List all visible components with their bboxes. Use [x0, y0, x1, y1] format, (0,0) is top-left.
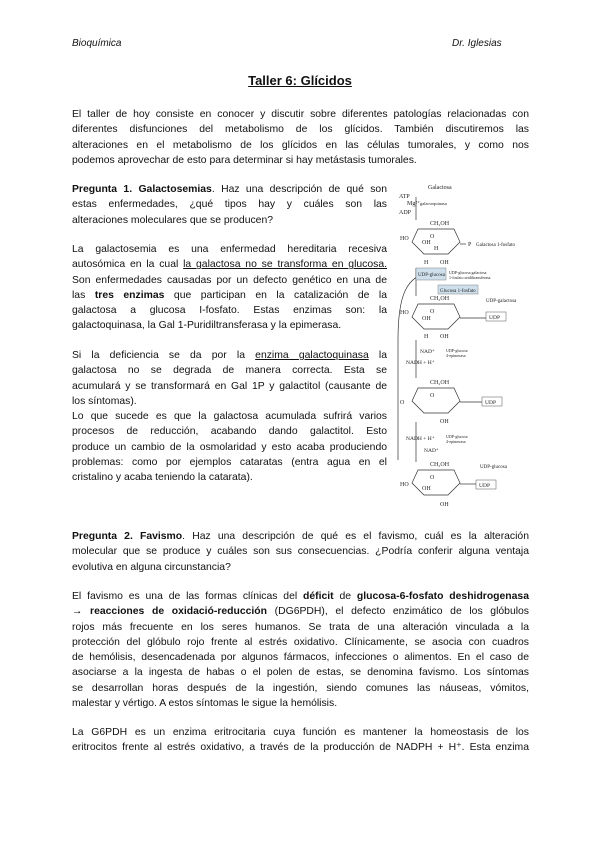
svg-text:CH₂OH: CH₂OH — [430, 462, 450, 468]
svg-text:OH: OH — [440, 502, 449, 508]
svg-text:NAD⁺: NAD⁺ — [424, 448, 439, 454]
intro-paragraph — [72, 107, 529, 168]
svg-text:ADP: ADP — [399, 210, 412, 216]
intro-line: diferentes disfunciones del metabolismo de los glícidos. También discutiremos las — [72, 124, 529, 136]
svg-text:HO: HO — [400, 236, 409, 242]
underlined-phrase: la galactosa no se transforma en glucosa. — [183, 259, 388, 271]
svg-text:UDP: UDP — [485, 400, 497, 406]
svg-text:OH: OH — [440, 334, 449, 340]
intro-line: El taller de hoy consiste en conocer y discutir sobre diferentes patologías relacionadas con — [72, 109, 529, 120]
svg-text:HO: HO — [400, 310, 409, 316]
svg-text:CH₂OH: CH₂OH — [430, 296, 450, 302]
q2-answer-paragraph-2: La G6PDH es un enzima eritrocitaria cuya función es mantener la homeostasis de los eritrocitos frente al estrés oxidativo, a través de la producción de NADPH + H⁺. Esta enzima — [72, 727, 529, 754]
underlined-phrase: enzima galactoquinasa — [255, 350, 369, 361]
svg-text:CH₂OH: CH₂OH — [430, 221, 450, 227]
svg-text:NADH + H⁺: NADH + H⁺ — [406, 436, 435, 442]
svg-text:Mg²⁺: Mg²⁺ — [407, 201, 421, 207]
q1-answer-paragraph-2: Si la deficiencia se da por la enzima galactoquinasa la galactosa no se degrada de manera correcta. Esta se acumulará y se transformará en Gal 1P y galactitol (causante de los síntomas). Lo que sucede es que la galactosa acumulada sufrirá varios procesos de reducción, acabando dando galactitol. Esto produce un cambio de la osmolaridad y esto acaba produciendo problemas: como por ejemplos cataratas (entra agua en el cristalino y acaba teniendo la catarata). — [72, 350, 387, 484]
svg-text:UDP-glucosa: UDP-glucosa — [418, 273, 445, 278]
bold-phrase: déficit — [303, 591, 334, 602]
gal1p-label: Galactosa 1-fosfato — [476, 243, 516, 248]
q2-question-text: molecular que se produce y cuáles son sus consecuencias. ¿Podría conferir alguna ventaja — [72, 546, 529, 558]
svg-text:O: O — [430, 309, 435, 315]
q1-label: Pregunta 1. Galactosemias — [72, 184, 212, 195]
svg-text:HO: HO — [400, 482, 409, 488]
q1-question — [72, 182, 387, 228]
svg-text:H: H — [434, 246, 439, 252]
svg-text:O: O — [430, 475, 435, 481]
bold-phrase: glucosa-6-fosfato deshidrogenasa — [356, 591, 529, 602]
svg-text:UDP-glucosa: UDP-glucosa — [446, 348, 468, 353]
svg-text:NADH + H⁺: NADH + H⁺ — [406, 360, 435, 366]
galactosa-label: Galactosa — [428, 185, 452, 191]
svg-text:P: P — [468, 242, 472, 248]
svg-text:4-epimerasa: 4-epimerasa — [446, 439, 466, 444]
svg-text:OH: OH — [440, 419, 449, 425]
intro-line: podemos aprovechar de esto para determinar si hay metástasis tumorales. — [72, 154, 417, 166]
svg-text:UDP-glucosa galactosa: UDP-glucosa galactosa — [449, 270, 487, 275]
svg-text:O: O — [430, 234, 435, 240]
svg-text:OH: OH — [440, 260, 449, 266]
svg-text:OH: OH — [422, 240, 431, 246]
svg-text:Glucosa 1-fosfato: Glucosa 1-fosfato — [440, 289, 476, 294]
svg-text:UDP: UDP — [489, 315, 501, 321]
svg-text:O: O — [430, 393, 435, 399]
q2-answer-paragraph-1: El favismo es una de las formas clínicas del déficit de glucosa-6-fosfato deshidrogenasa → reacciones de oxidació-reducción (DG6PDH), el defecto enzimático de los glóbulos rojos más frecuente en los seres humanos. Se trata de una alteración vinculada a la protección del glóbulo rojo frente al estrés oxidativo. Clínicamente, se asocia con cuadros de hemólisis, desencadenada por algunos fármacos, infecciones o alimentos. En el caso de asociarse a la ingesta de habas o el polen de estas, se denomina favismo. Los síntomas se desarrollan horas después de la ingestión, siendo comunes las náuseas, vómitos, malestar y vértigo. A estos síntomas le sigue la hemólisis. — [72, 591, 529, 710]
svg-text:1-fosfato uridiltransferasa: 1-fosfato uridiltransferasa — [449, 275, 491, 280]
svg-text:CH₂OH: CH₂OH — [430, 380, 450, 386]
page-title: Taller 6: Glícidos — [248, 73, 352, 88]
header-subject: Bioquímica — [72, 38, 122, 49]
svg-text:OH: OH — [422, 486, 431, 492]
svg-text:4-epimerasa: 4-epimerasa — [446, 353, 466, 358]
q1-question-text: alteraciones moleculares que se producen? — [72, 214, 274, 226]
q2-label: Pregunta 2. Favismo — [72, 531, 183, 542]
svg-text:NAD⁺: NAD⁺ — [420, 349, 435, 355]
svg-text:OH: OH — [422, 316, 431, 322]
svg-text:UDP-glucosa: UDP-glucosa — [446, 434, 468, 439]
q1-question-text: estas enfermedades, ¿qué tipos hay y cuáles son las — [72, 199, 387, 211]
intro-line: alteraciones en el metabolismo de los glícidos en las células tumorales, y como nos — [72, 139, 529, 151]
q1-question-text: . Haz una descripción de qué son — [211, 184, 387, 195]
udp-glucosa-label: UDP-glucosa — [480, 465, 507, 470]
galactose-pathway-figure — [396, 180, 536, 515]
bold-phrase: tres enzimas — [94, 289, 165, 301]
udp-galactosa-label: UDP-galactosa — [486, 299, 517, 304]
bold-phrase: → reacciones de oxidació-reducción — [72, 606, 268, 618]
svg-text:H: H — [424, 260, 429, 266]
svg-text:ATP: ATP — [399, 194, 410, 200]
svg-text:H: H — [424, 334, 429, 340]
svg-text:UDP: UDP — [479, 483, 491, 489]
q1-answer-paragraph-1: La galactosemia es una enfermedad hereditaria recesiva autosómica en la cual la galactosa no se transforma en glucosa. Son enfermedades causadas por un defecto genético en una de las tres enzimas que participan en la catalización de la galactosa a glucosa I-fosfato. Estas enzimas son: la galactoquinasa, la Gal 1-Puridiltransferasa y la epimerasa. — [72, 244, 388, 332]
q2-question-text: . Haz una descripción de qué es el favismo, cuál es la alteración — [182, 531, 529, 542]
svg-text:O: O — [400, 400, 405, 406]
svg-text:galactoquinasa: galactoquinasa — [420, 201, 447, 206]
header-author: Dr. Iglesias — [452, 38, 502, 49]
q2-question-text: evolutiva en alguna circunstancia? — [72, 561, 231, 573]
q2-question — [72, 529, 529, 575]
